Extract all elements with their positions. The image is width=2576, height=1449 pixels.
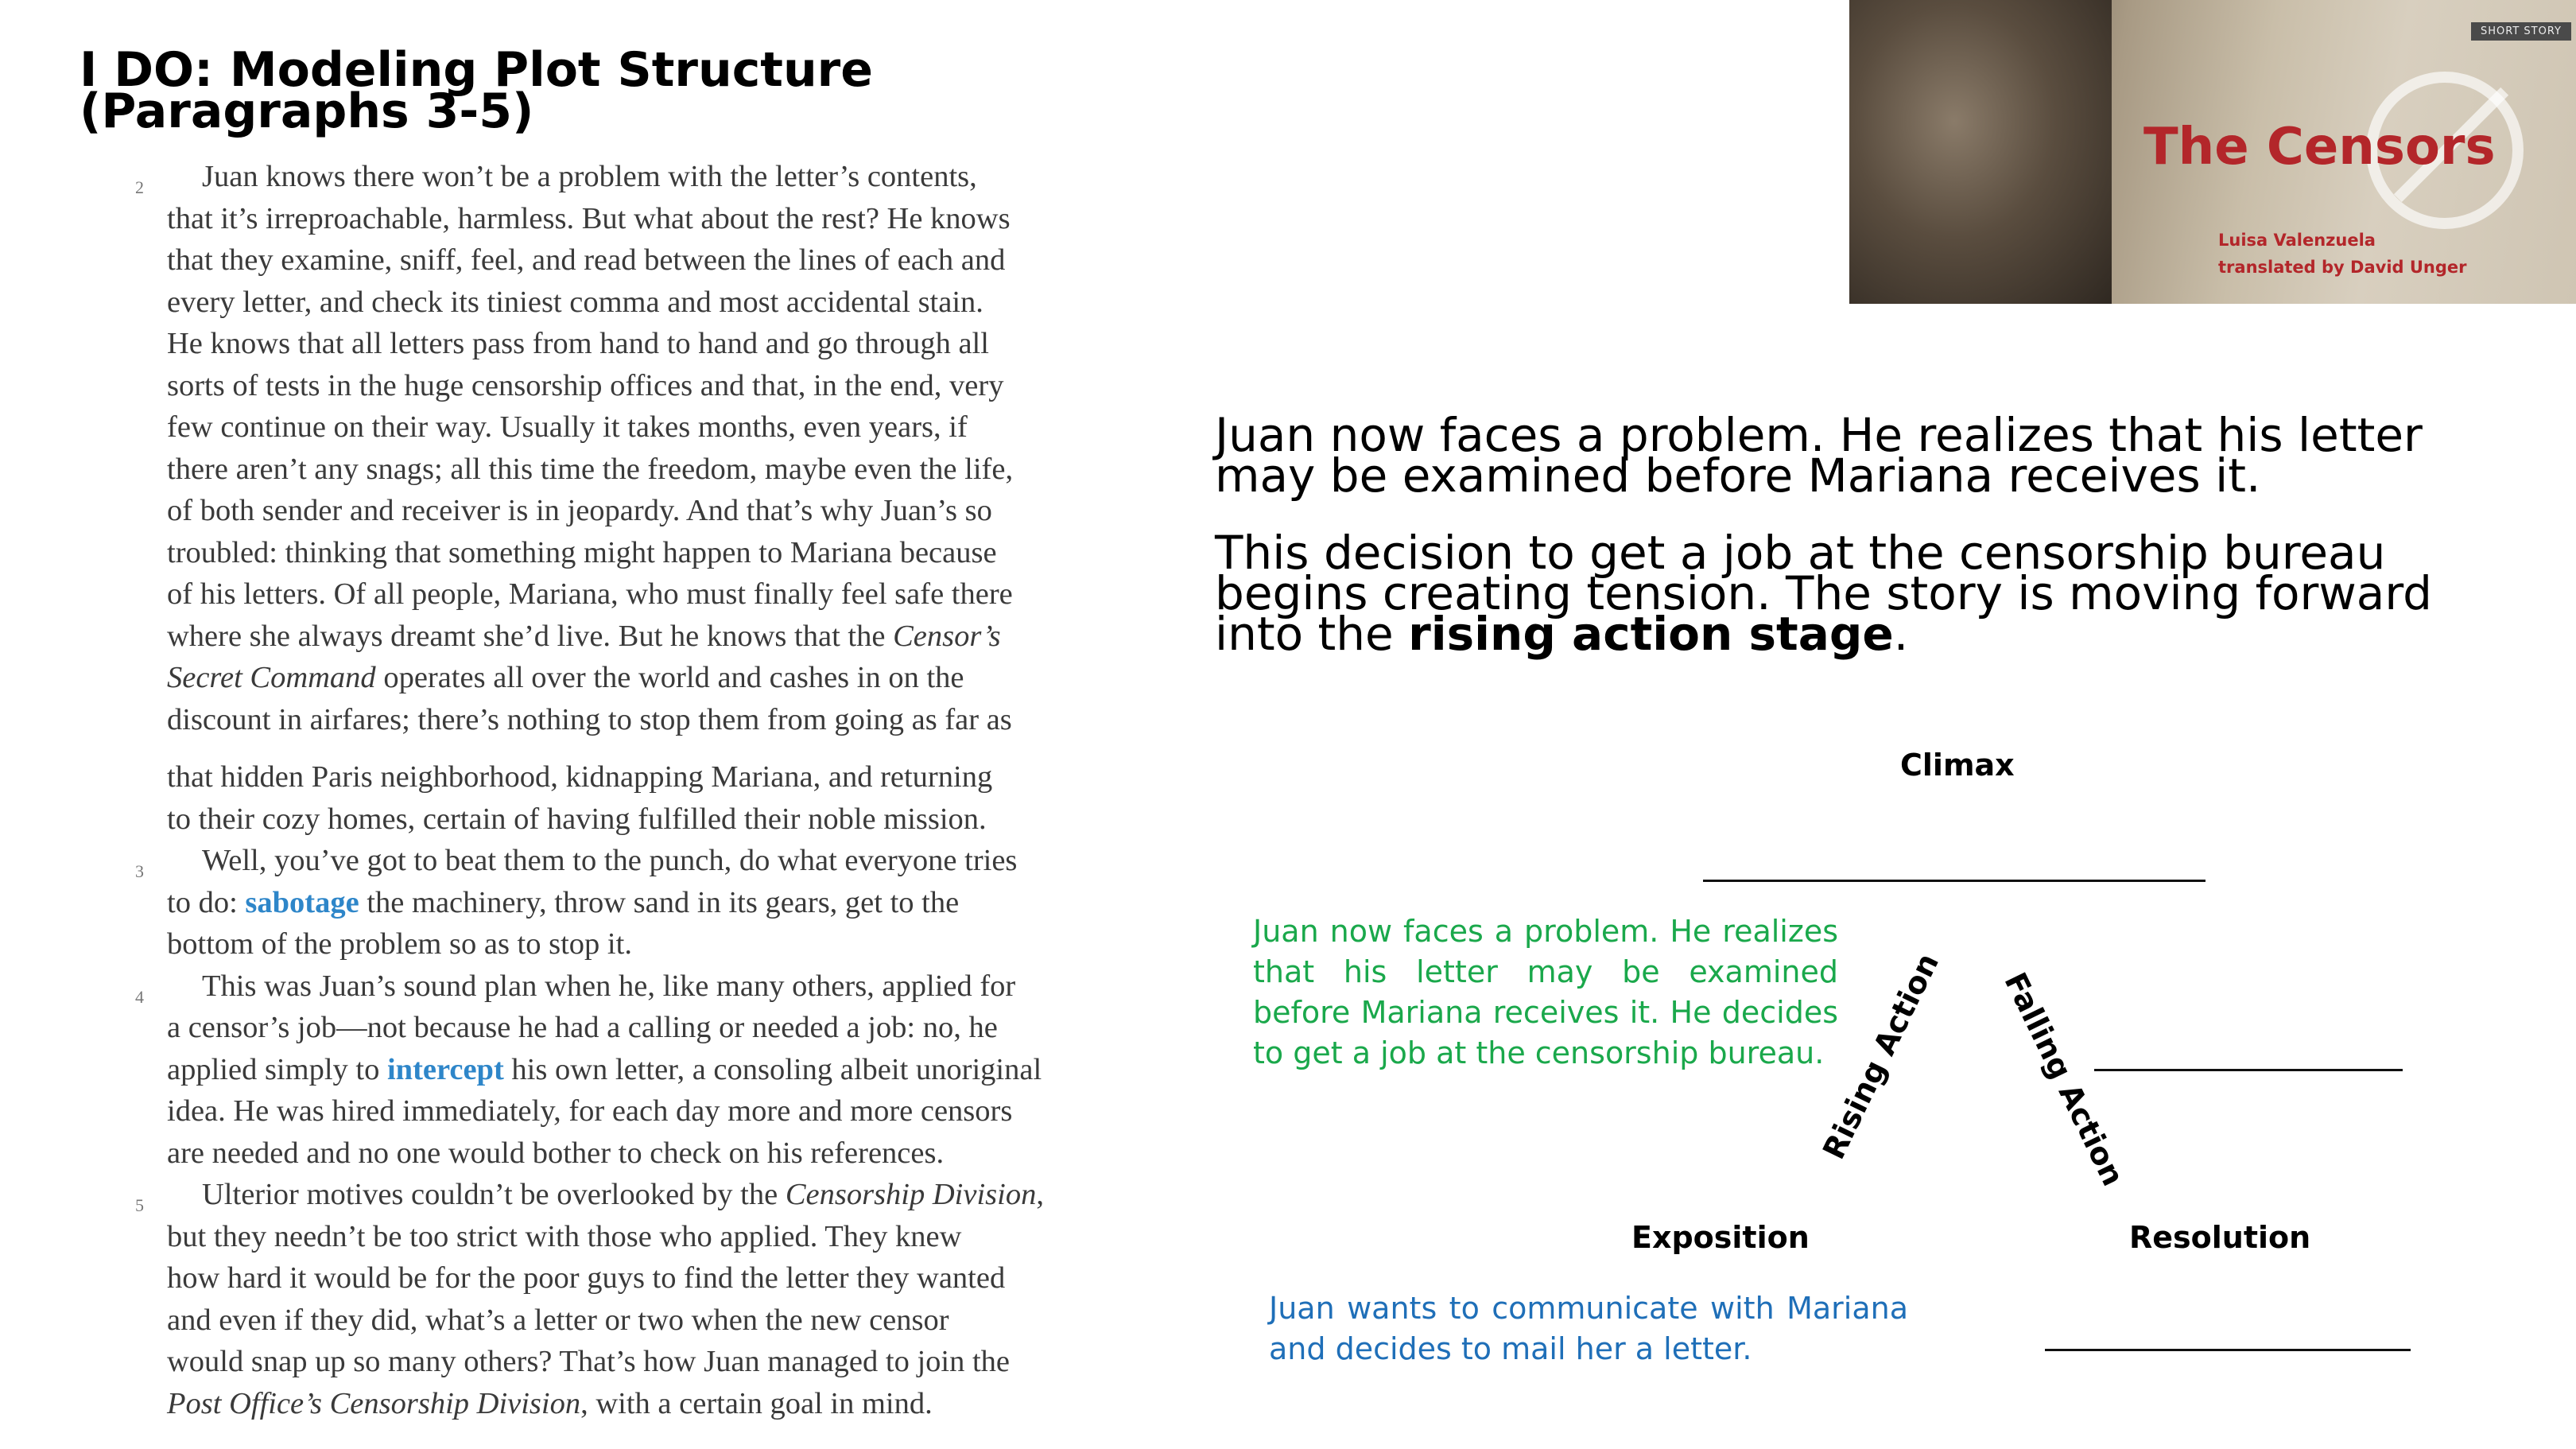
excerpt-line: that it’s irreproachable, harmless. But what about the rest? He knows (167, 201, 1011, 235)
excerpt-text: the machinery, throw sand in its gears, get to the (359, 885, 960, 919)
commentary-line: may be examined before Mariana receives it. (1215, 449, 2261, 503)
paragraph-number: 4 (135, 986, 144, 1007)
excerpt-line: few continue on their way. Usually it takes months, even years, if (167, 410, 968, 444)
excerpt-text: applied simply to (167, 1052, 387, 1086)
excerpt-italic: Post Office’s Censorship Division (167, 1386, 581, 1420)
falling-action-label: Falling Action (1997, 967, 2132, 1191)
commentary-bold: rising action stage (1408, 607, 1894, 661)
excerpt-line: that they examine, sniff, feel, and read between the lines of each and (167, 243, 1006, 277)
commentary-text: into the (1215, 607, 1409, 661)
excerpt-line: Well, you’ve got to beat them to the punch, do what everyone tries (202, 844, 1018, 877)
excerpt-line: there aren’t any snags; all this time the freedom, maybe even the life, (167, 452, 1014, 486)
falling-action-blank-line (2094, 1069, 2403, 1071)
cover-author: Luisa Valenzuela (2218, 231, 2376, 250)
paragraph-4 (127, 965, 1137, 1175)
excerpt-line: bottom of the problem so as to stop it. (167, 927, 632, 961)
excerpt-line: of both sender and receiver is in jeopardy. And that’s why Juan’s so (167, 494, 992, 527)
excerpt-line (127, 657, 1137, 699)
excerpt-line: This was Juan’s sound plan when he, like many others, applied for (202, 969, 1016, 1003)
title-line-1: I DO: Modeling Plot Structure (80, 42, 873, 98)
excerpt-line: sorts of tests in the huge censorship offices and that, in the end, very (167, 368, 1004, 402)
slide-title (80, 42, 1034, 139)
excerpt-line (127, 882, 1137, 924)
story-cover-image (1849, 0, 2576, 304)
excerpt-line: to their cozy homes, certain of having fulfilled their noble mission. (167, 802, 987, 836)
excerpt-italic: Censor’s (893, 619, 1001, 653)
excerpt-text: where she always dreamt she’d live. But he knows that the (167, 619, 894, 653)
cover-translator: translated by David Unger (2218, 258, 2467, 277)
rising-action-label: Rising Action (1816, 947, 1946, 1165)
climax-label: Climax (1900, 748, 2015, 783)
excerpt-italic: Censorship Division (785, 1178, 1037, 1211)
excerpt-line (127, 616, 1137, 658)
excerpt-line (127, 1383, 1137, 1425)
excerpt-line: how hard it would be for the poor guys to find the letter they wanted (167, 1261, 1006, 1295)
paragraph-5 (127, 1174, 1137, 1424)
excerpt-text: Ulterior motives couldn’t be overlooked by the (202, 1178, 786, 1211)
excerpt-line (127, 1174, 1137, 1216)
paragraph-number: 5 (135, 1195, 144, 1215)
excerpt-text: , with a certain goal in mind. (580, 1386, 933, 1420)
exposition-label: Exposition (1631, 1220, 1810, 1255)
paragraph-number: 2 (135, 177, 144, 197)
excerpt-text: his own letter, a consoling albeit unoriginal (503, 1052, 1042, 1086)
title-line-2: (Paragraphs 3-5) (80, 84, 534, 139)
cover-face-art (1849, 0, 2112, 304)
excerpt-line (127, 1049, 1137, 1091)
cover-title: The Censors (2143, 118, 2496, 177)
commentary-line: Juan now faces a problem. He realizes that his letter (1215, 408, 2423, 462)
excerpt-line: He knows that all letters pass from hand to hand and go through all (167, 327, 989, 360)
climax-blank-line (1703, 880, 2206, 882)
paragraph-2 (127, 156, 1137, 840)
vocab-word-intercept: intercept (386, 1052, 504, 1086)
exposition-note: Juan wants to communicate with Mariana and decides to mail her a letter. (1269, 1291, 1908, 1366)
commentary-line: begins creating tension. The story is moving forward (1215, 566, 2432, 620)
cover-badge: SHORT STORY (2471, 22, 2571, 41)
excerpt-text: to do: (167, 885, 246, 919)
excerpt-text: operates all over the world and cashes in on the (375, 661, 964, 694)
excerpt-line: that hidden Paris neighborhood, kidnapping Mariana, and returning (167, 760, 993, 794)
excerpt-line: idea. He was hired immediately, for each day more and more censors (167, 1094, 1013, 1128)
commentary-line: This decision to get a job at the censorship bureau (1215, 526, 2386, 580)
paragraph-number: 3 (135, 861, 144, 881)
rising-action-note: Juan now faces a problem. He realizes that his letter may be examined before Mariana receives it. He decides to get a job at the censorship bureau. (1253, 914, 1838, 1070)
commentary-text: . (1893, 607, 1909, 661)
resolution-label: Resolution (2129, 1220, 2311, 1255)
excerpt-line: but they needn’t be too strict with those who applied. They knew (167, 1219, 962, 1253)
commentary-problem (1215, 408, 2519, 503)
excerpt-text: , (1036, 1178, 1044, 1211)
excerpt-line: would snap up so many others? That’s how Juan managed to join the (167, 1345, 1011, 1378)
paragraph-3 (127, 840, 1137, 965)
excerpt-line: are needed and no one would bother to check on his references. (167, 1136, 945, 1170)
excerpt-line: and even if they did, what’s a letter or two when the new censor (167, 1303, 949, 1337)
excerpt-line: a censor’s job—not because he had a calling or needed a job: no, he (167, 1011, 998, 1044)
commentary-tension (1215, 526, 2519, 661)
excerpt-line: troubled: thinking that something might happen to Mariana because (167, 535, 997, 569)
excerpt-line: Juan knows there won’t be a problem with the letter’s contents, (202, 160, 977, 193)
excerpt-line: of his letters. Of all people, Mariana, who must finally feel safe there (167, 577, 1013, 611)
excerpt-italic: Secret Command (167, 661, 376, 694)
resolution-blank-line (2045, 1349, 2411, 1351)
vocab-word-sabotage: sabotage (245, 885, 359, 919)
excerpt-line: discount in airfares; there’s nothing to stop them from going as far as (167, 702, 1012, 736)
story-excerpt (127, 156, 1137, 1424)
excerpt-line: every letter, and check its tiniest comma and most accidental stain. (167, 285, 983, 319)
